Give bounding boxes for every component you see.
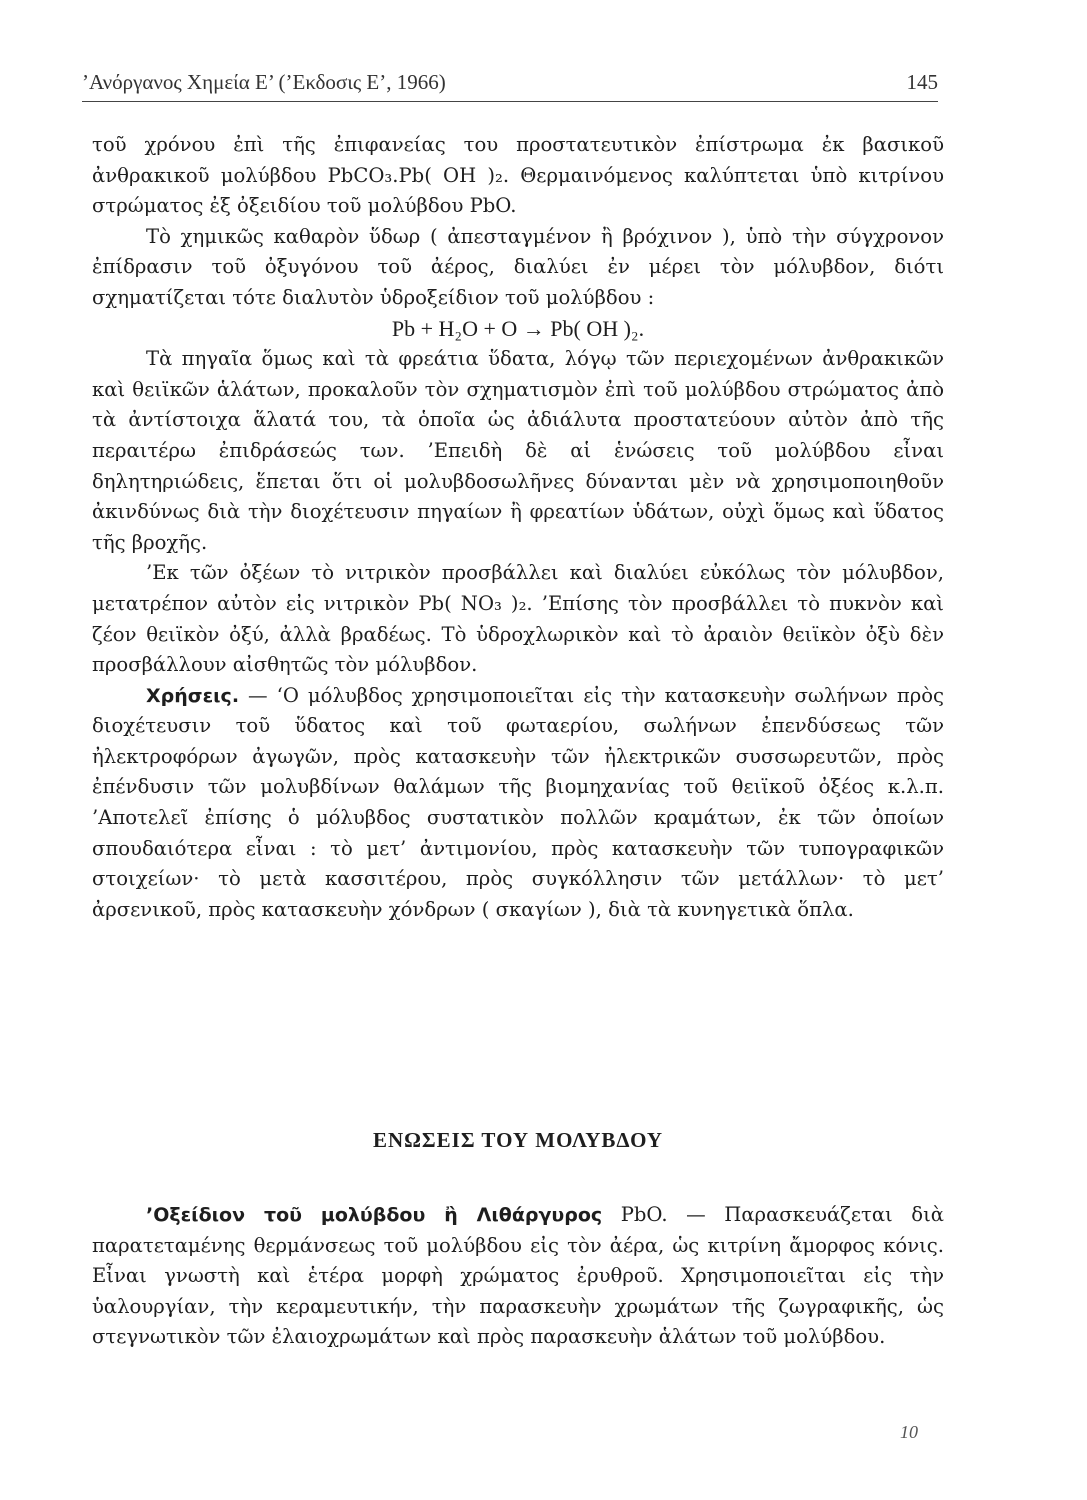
- signature-mark: 10: [900, 1422, 918, 1442]
- paragraph-continued: τοῦ χρόνου ἐπὶ τῆς ἐπιφανείας του προστατευτικὸν ἐπίστρωμα ἐκ βασικοῦ ἀνθρακικοῦ μολύβδου PbCO₃.Pb( OH )₂. Θερμαινόμενος καλύπτεται ὑπὸ κιτρίνου στρώματος ἐξ ὀξειδίου τοῦ μολύβδου PbO.: [92, 133, 944, 218]
- paragraph-lead-oxide: [92, 1200, 944, 1353]
- section-text: [92, 1200, 944, 1353]
- lead-oxide-text: PbO. — Παρασκευάζεται διὰ παρατεταμένης θερμάνσεως τοῦ μολύβδου εἰς τὸν ἀέρα, ὡς κιτρίνη ἄμορφος κόνις. Εἶναι γνωστὴ καὶ ἑτέρα μορφὴ χρώματος ἐρυθροῦ. Χρησιμοποιεῖται εἰς τὴν ὑαλουργίαν, τὴν κεραμευτικήν, τὴν παρασκευὴν χρωμάτων τῆς ζωγραφικῆς, ὡς στεγνωτικὸν τῶν ἐλαιοχρωμάτων καὶ πρὸς παρασκευὴν ἁλάτων τοῦ μολύβδου.: [92, 1203, 944, 1349]
- section-title: ΕΝΩΣΕΙΣ ΤΟΥ ΜΟΛΥΒΔΟΥ: [372, 1128, 664, 1152]
- uses-text: — ‘Ο μόλυβδος χρησιμοποιεῖται εἰς τὴν κατασκευὴν σωλήνων πρὸς διοχέτευσιν τοῦ ὕδατος καὶ τοῦ φωταερίου, σωλήνων ἐπενδύσεως τῶν ἠλεκτροφόρων ἀγωγῶν, πρὸς κατασκευὴν τῶν ἠλεκτρικῶν συσσωρευτῶν, πρὸς ἐπένδυσιν τῶν μολυβδίνων θαλάμων τῆς βιομηχανίας τοῦ θειϊκοῦ ὀξέος κ.λ.π. ’Αποτελεῖ ἐπίσης ὁ μόλυβδος συστατικὸν πολλῶν κραμάτων, ἐκ τῶν ὁποίων σπουδαιότερα εἶναι : τὸ μετ’ ἀντιμονίου, πρὸς κατασκευὴν τῶν τυπογραφικῶν στοιχείων· τὸ μετὰ κασσιτέρου, πρὸς συγκόλλησιν τῶν μετάλλων· τὸ μετ’ ἀρσενικοῦ, πρὸς κατασκευὴν χόνδρων ( σκαγίων ), διὰ τὰ κυνηγετικὰ ὅπλα.: [92, 683, 944, 921]
- header-rule: [82, 101, 938, 102]
- running-header: [82, 70, 938, 95]
- uses-heading: Χρήσεις.: [146, 684, 240, 707]
- chemical-equation: Pb + H₂O + O → Pb( OH )₂.: [391, 315, 645, 341]
- running-title: ’Ανόργανος Χημεία Ε’ (’Εκδοσις Ε’, 1966): [82, 70, 446, 94]
- paragraph-spring-water: Τὰ πηγαῖα ὅμως καὶ τὰ φρεάτια ὕδατα, λόγῳ τῶν περιεχομένων ἀνθρακικῶν καὶ θειϊκῶν ἁλάτων, προκαλοῦν τὸν σχηματισμὸν ἐπὶ τοῦ μολύβδου στρώματος ἀπὸ τὰ ἀντίστοιχα ἅλατά του, τὰ ὁποῖα ὡς ἀδιάλυτα προστατεύουν αὐτὸν ἀπὸ τῆς περαιτέρω ἐπιδράσεώς των. ’Επειδὴ δὲ αἱ ἑνώσεις τοῦ μολύβδου εἶναι δηλητηριώδεις, ἕπεται ὅτι οἱ μολυβδοσωλῆνες δύνανται μὲν νὰ χρησιμοποιηθοῦν ἀκινδύνως διὰ τὴν διοχέτευσιν πηγαίων ἢ φρεατίων ὑδάτων, οὐχὶ ὅμως καὶ ὕδατος τῆς βροχῆς.: [92, 347, 944, 554]
- paragraph-pure-water: Τὸ χημικῶς καθαρὸν ὕδωρ ( ἀπεσταγμένον ἢ βρόχινον ), ὑπὸ τὴν σύγχρονον ἐπίδρασιν τοῦ ὀξυγόνου τοῦ ἀέρος, διαλύει ἐν μέρει τὸν μόλυβδον, διότι σχηματίζεται τότε διαλυτὸν ὑδροξείδιον τοῦ μολύβδου :: [92, 224, 944, 309]
- paragraph-acids: ’Εκ τῶν ὀξέων τὸ νιτρικὸν προσβάλλει καὶ διαλύει εὐκόλως τὸν μόλυβδον, μετατρέπον αὐτὸν εἰς νιτρικὸν Pb( NO₃ )₂. ’Επίσης τὸν προσβάλλει τὸ πυκνὸν καὶ ζέον θειϊκὸν ὀξύ, ἀλλὰ βραδέως. Τὸ ὑδροχλωρικὸν καὶ τὸ ἀραιὸν θειϊκὸν ὀξὺ δὲν προσβάλλουν αἰσθητῶς τὸν μόλυβδον.: [92, 561, 944, 677]
- lead-oxide-heading: ’Οξείδιον τοῦ μολύβδου ἢ Λιθάργυρος: [146, 1204, 603, 1226]
- page-number: 145: [906, 70, 938, 94]
- paragraph-uses: [92, 681, 944, 926]
- main-text: [92, 130, 944, 925]
